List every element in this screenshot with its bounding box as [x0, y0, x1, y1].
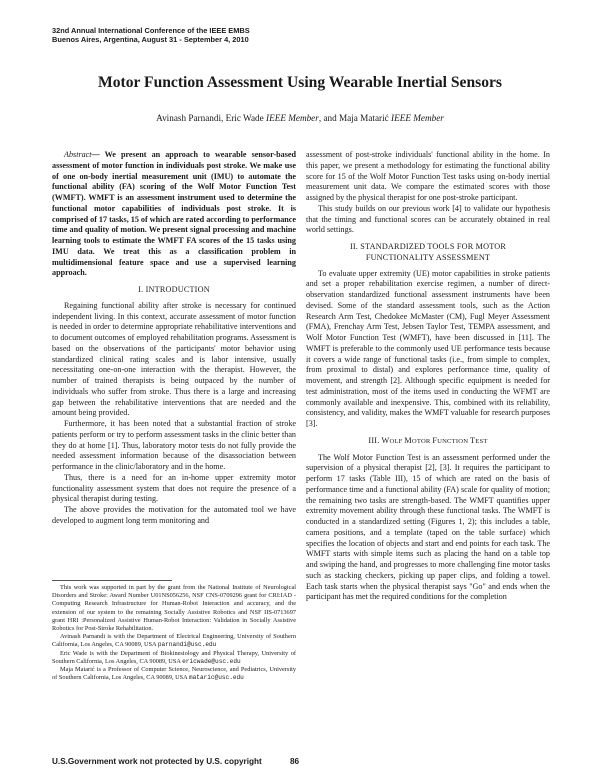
- section-heading-standardized-tools: [306, 242, 550, 264]
- footnote-author-3: [52, 666, 296, 682]
- paragraph: Thus, there is a need for an in-home upper extremity motor functionality assessment system that does not require the presence of a physical therapist during testing.: [52, 472, 296, 504]
- abstract-text: — We present an approach to wearable sensor-based assessment of motor function in individuals post stroke. We make use of one on-body inertial measurement unit (IMU) to automate the functional ability (FA) scoring of the Wolf Motor Function Test (WMFT). WMFT is an assessment instrument used to determine the functional motor capabilities of individuals post stroke. It is comprised of 17 tasks, 15 of which are rated according to performance time and quality of motion. We present signal processing and machine learning tools to estimate the WMFT FA scores of the 15 tasks using IMU data. We treat this as a classification problem in multidimensional feature space and use a supervised learning approach.: [52, 150, 297, 278]
- email-link-1[interactable]: parnandi@usc.edu: [157, 641, 217, 649]
- paragraph: The above provides the motivation for the automated tool we have developed to augment long term monitoring and: [52, 505, 296, 525]
- heading-part: M: [404, 435, 412, 445]
- paragraph: Furthermore, it has been noted that a substantial fraction of stroke patients perform or try to perform assessment tasks in the clinic better than they do at home [1]. Thus, laboratory motor tests do not fully provide the needed assessment information because of the disassociation between performance in the clinic/laboratory and in the home.: [52, 419, 296, 471]
- heading-part: T: [470, 435, 476, 445]
- conference-line-2: Buenos Aires, Argentina, August 31 - September 4, 2010: [52, 35, 249, 44]
- footnote-author-3-text: Maja Matarić is a Professor of Computer Science, Neuroscience, and Pediatrics, University of Southern California, Los Angeles, CA 90089, USA: [52, 666, 296, 682]
- paragraph: To evaluate upper extremity (UE) motor capabilities in stroke patients and set a proper rehabilitation exercise regimen, a number of direct-observation standardized functional assessment instruments have been devised. Some of the standard assessment tools, such as the Action Research Arm Test, Chedokee McMaster (CM), Fugl Meyer Assessment (FMA), Frenchay Arm Test, Jebsen Taylor Test, TEMPA assessment, and Wolf Motor Function Test (WMFT), have been discussed in [11]. The WMFT is preferable to the commonly used UE performance tests because it covers a wide range of functional tasks (i.e., from simple to complex, from proximal to distal) and explores performance time, quality of movement, and strength [2]. Although specific equipment is needed for test administration, most of the items used in conducting the WFMT are commonly available and inexpensive. This, combined with its reliability, consistency, and validity, makes the WMFT valuable for research purposes [3].: [306, 268, 550, 428]
- heading-part: OTOR: [411, 437, 433, 445]
- email-link-3[interactable]: mataric@usc.edu: [188, 674, 244, 682]
- author-last: , and Maja Matarić: [318, 113, 389, 123]
- section-heading-wmft: [306, 436, 550, 448]
- heading-part: OLF: [389, 437, 405, 445]
- author-line: [0, 113, 600, 123]
- paper-title: Motor Function Assessment Using Wearable Inertial Sensors: [98, 74, 502, 91]
- footnote-author-1: [52, 633, 296, 649]
- footnote-funding: This work was supported in part by the grant from the National Institute of Neurological Disorders and Stroke: Award Number U01NS056256, NSF CNS-0709296 grant for CRI:IAD - Computing Research Infrastructure for Human-Robot Interaction and accuracy, and the extension of our system to the remaining Socially Assistive Robotics and NSF IIS-0713697 grant HRI :Personalized Assistive Human-Robot Interaction: Validation in Socially Assistive Robotics for Post-Stroke Rehabilitation.: [52, 584, 296, 633]
- footnote-author-2-text: Eric Wade is with the Department of Biokinesiology and Physical Therapy, University of Southern California, Los Angeles, CA 90089, USA: [52, 649, 296, 665]
- copyright-notice: U.S.Government work not protected by U.S. copyright: [52, 757, 262, 766]
- author-membership: IEEE Member: [266, 113, 319, 123]
- section-heading-introduction: I. INTRODUCTION: [138, 285, 210, 294]
- email-link-2[interactable]: ericwade@usc.edu: [182, 657, 241, 665]
- section-heading-line-1: II. STANDARDIZED TOOLS FOR MOTOR: [349, 242, 507, 251]
- author-names: Avinash Parnandi, Eric Wade: [156, 113, 264, 123]
- conference-header: [52, 26, 250, 44]
- footnotes: [52, 584, 296, 682]
- abstract: [52, 150, 296, 279]
- heading-part: EST: [475, 437, 488, 445]
- paragraph: The Wolf Motor Function Test is an assessment performed under the supervision of a physical therapist [2], [3]. It requires the participant to perform 17 tasks (Table III), 15 of which are rated on the basis of performance time and a functional ability (FA) scale for quality of motion; the remaining two tasks are strength-based. The WMFT quantifies upper extremity movement ability through these functional tasks. The WMFT is conducted in a standardized setting (Figures 1, 2); this includes a table, camera positions, and a template (taped on the table surface) which specifies the location of objects and start and end points for each task. The WMFT starts with simple items such as placing the hand on a table top and swiping the hand, and progresses to more challenging fine motor tasks such as stacking checkers, picking up paper clips, and folding a towel. Each task starts when the physical therapist says "Go" and ends when the participant has met the required conditions for the completion: [306, 452, 550, 602]
- paragraph: This study builds on our previous work [4] to validate our hypothesis that the timing and functional scores can be accurately obtained in real world settings.: [306, 203, 550, 235]
- paragraph: Regaining functional ability after stroke is necessary for continued independent living. In this context, accurate assessment of motor function is needed in order to determine appropriate rehabilitative interventions and to document outcomes of employed rehabilitation programs. Assessment is based on the observations of the participants' motor behavior using standardized clinical rating scales and is labor intensive, usually necessitating one-on-one interaction with the therapist. However, the number of trained therapists is being outpaced by the number of individuals who suffer from stroke. Thus there is a large and increasing gap between the rehabilitative interventions that are needed and the amount being provided.: [52, 300, 296, 418]
- paragraph: assessment of post-stroke individuals' functional ability in the home. In this paper, we present a methodology for estimating the functional ability score for 15 of the Wolf Motor Function Test tasks using on-body inertial measurement unit data. We compare the estimated scores with those assigned by the physical therapist for one post-stroke participant.: [306, 150, 550, 202]
- footnote-author-2: [52, 650, 296, 666]
- section-heading-line-2: FUNCTIONALITY ASSESSMENT: [365, 252, 491, 262]
- conference-line-1: 32nd Annual International Conference of the IEEE EMBS: [52, 26, 250, 35]
- footnote-divider: [52, 580, 172, 581]
- abstract-label: Abstract: [64, 150, 92, 159]
- footnote-author-1-text: Avinash Parnandi is with the Department of Electrical Engineering, University of Southern California, Los Angeles, CA 90089, USA: [52, 633, 296, 649]
- heading-part: III. W: [368, 435, 390, 445]
- heading-part: UNCTION: [437, 437, 471, 445]
- right-column: [306, 150, 550, 603]
- left-column: [52, 150, 296, 527]
- heading-part: F: [432, 435, 438, 445]
- page-number: 86: [290, 757, 300, 766]
- author-membership-2: IEEE Member: [391, 113, 444, 123]
